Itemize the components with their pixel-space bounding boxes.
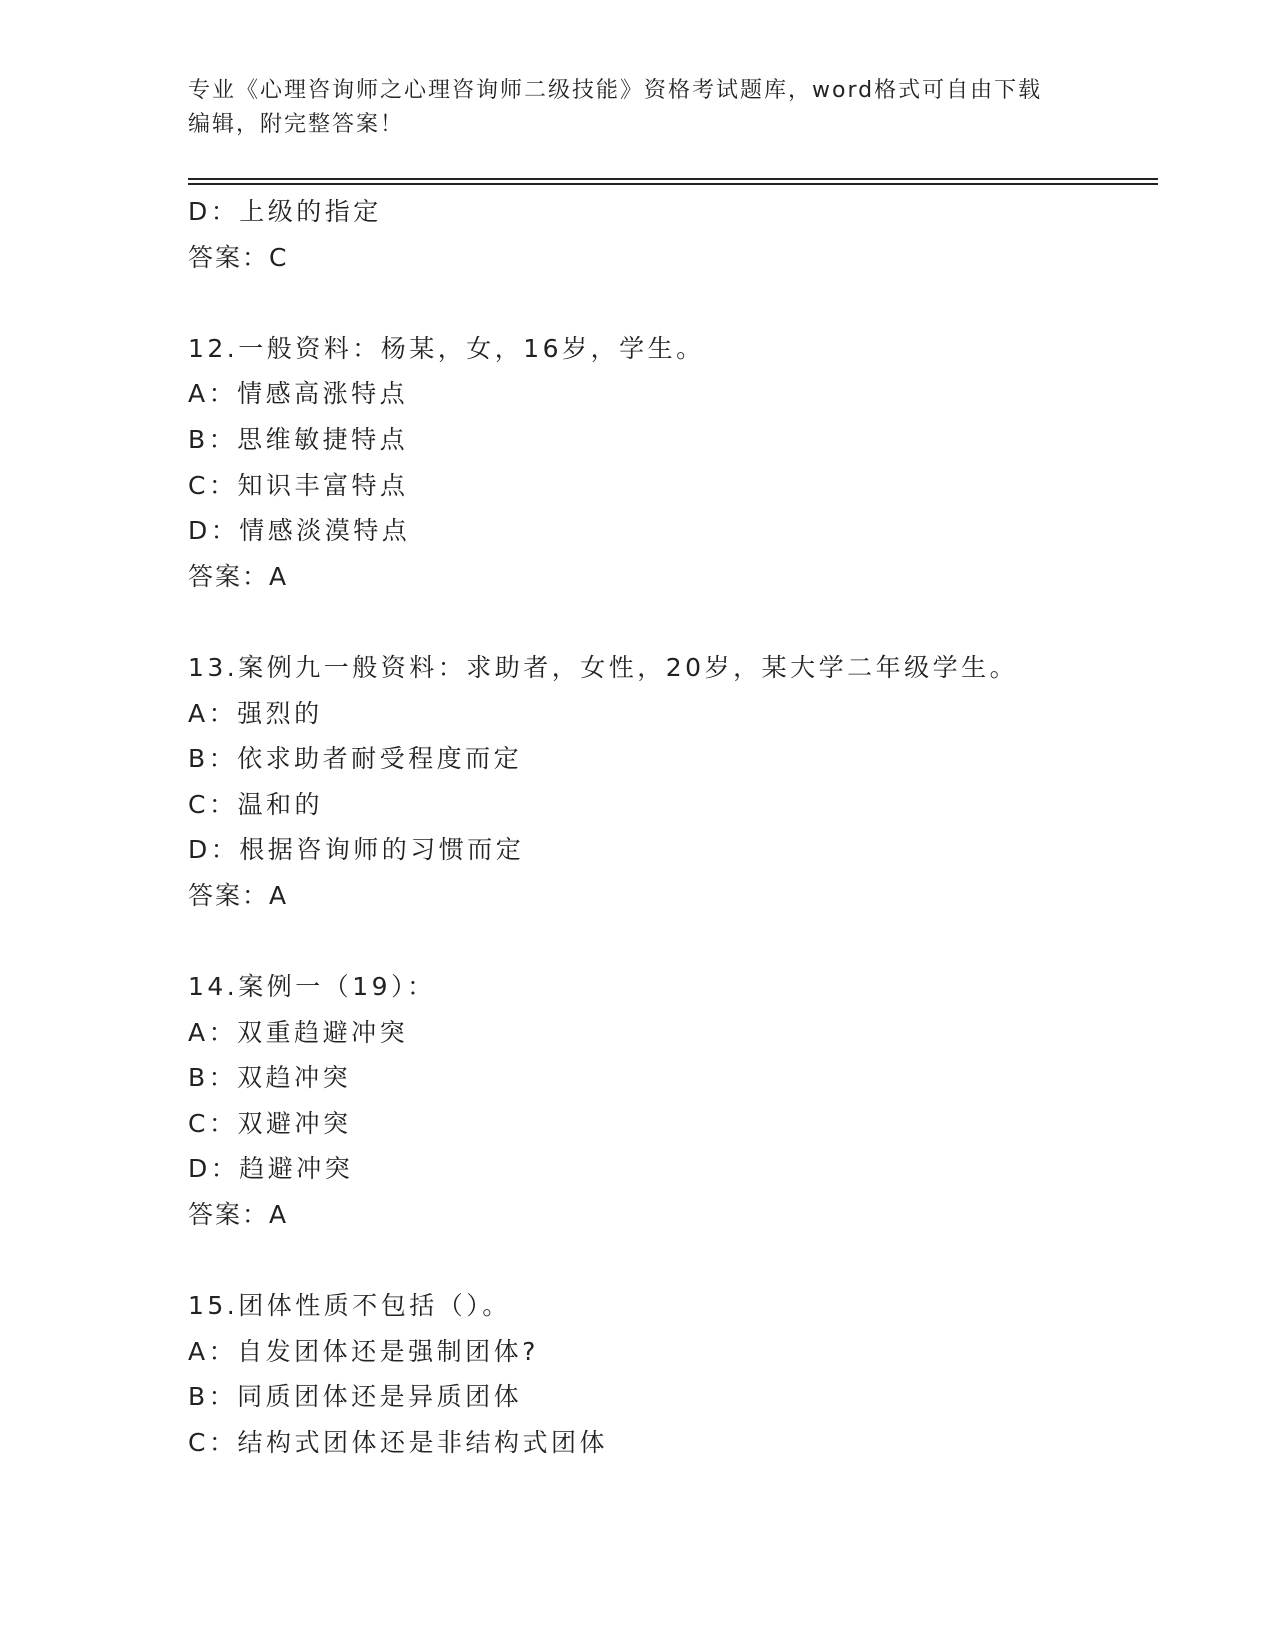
spacer: [188, 1238, 1158, 1284]
answer-line: 答案：A: [188, 1200, 289, 1230]
question-stem: 14.案例一（19）：: [188, 972, 436, 1002]
page-header: [188, 74, 1088, 142]
question-stem: 12.一般资料：杨某，女，16岁，学生。: [188, 333, 705, 363]
header-line-1: 专业《心理咨询师之心理咨询师二级技能》资格考试题库，word格式可自由下载: [188, 78, 1043, 103]
option-c: C：温和的: [188, 789, 323, 819]
header-line-2: 编辑，附完整答案！: [188, 112, 405, 137]
option-a: A：强烈的: [188, 698, 323, 728]
option-b: B：思维敏捷特点: [188, 424, 409, 454]
option-c: C：结构式团体还是非结构式团体: [188, 1428, 608, 1458]
question-block: [188, 1283, 1158, 1465]
option-a: A：情感高涨特点: [188, 379, 409, 409]
option-c: C：知识丰富特点: [188, 470, 409, 500]
option-d: D：情感淡漠特点: [188, 516, 411, 546]
question-stem: 15.团体性质不包括（）。: [188, 1291, 511, 1321]
option-d: D：趋避冲突: [188, 1154, 354, 1184]
question-list: [188, 189, 1158, 1466]
spacer: [188, 919, 1158, 965]
answer-line: 答案：A: [188, 880, 289, 910]
question-block: [188, 964, 1158, 1238]
option-a: A：双重趋避冲突: [188, 1017, 409, 1047]
option-a: A：自发团体还是强制团体?: [188, 1336, 539, 1366]
spacer: [188, 280, 1158, 326]
question-block: [188, 326, 1158, 600]
option-d: D：根据咨询师的习惯而定: [188, 835, 525, 865]
header-divider-bottom: [188, 183, 1158, 185]
option-b: B：双趋冲突: [188, 1063, 352, 1093]
option-b: B：同质团体还是异质团体: [188, 1382, 523, 1412]
spacer: [188, 599, 1158, 645]
option-b: B：依求助者耐受程度而定: [188, 744, 523, 774]
question-stem: 13.案例九一般资料：求助者，女性，20岁，某大学二年级学生。: [188, 652, 1019, 682]
option-c: C：双避冲突: [188, 1108, 352, 1138]
question-block: [188, 645, 1158, 919]
answer-line: 答案：A: [188, 561, 289, 591]
answer-line: 答案：C: [188, 242, 289, 272]
header-divider-top: [188, 178, 1158, 180]
option-d: D：上级的指定: [188, 197, 382, 226]
